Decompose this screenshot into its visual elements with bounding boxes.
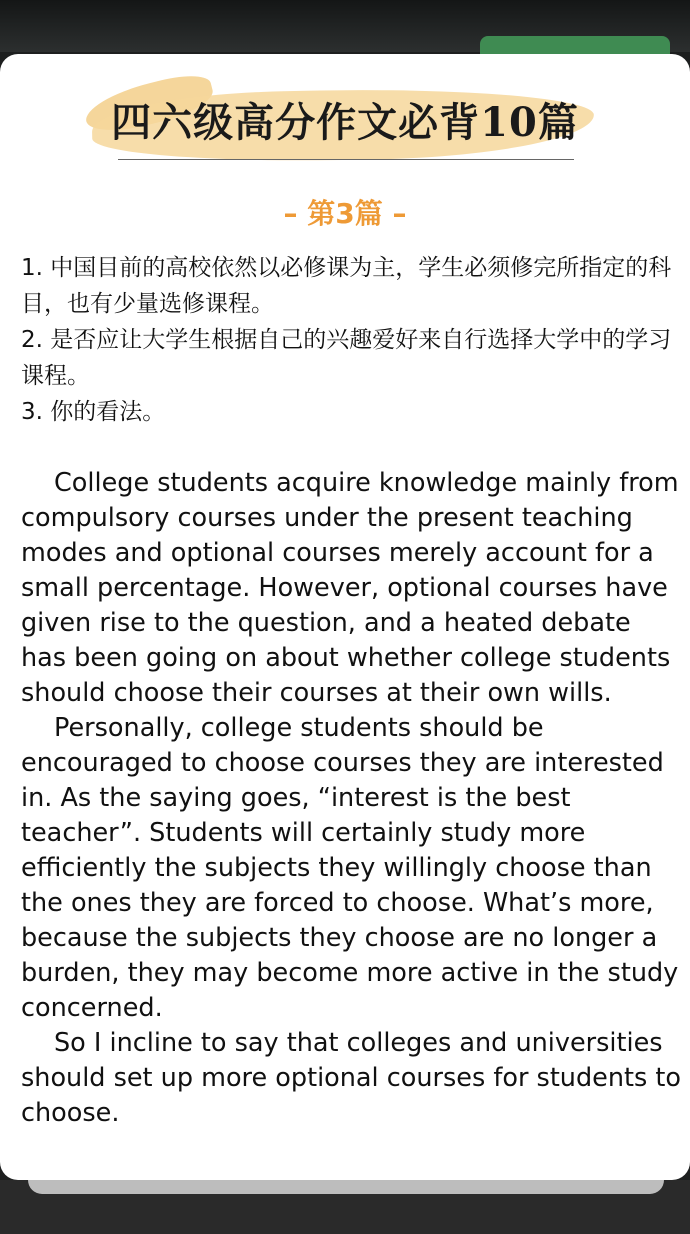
essay-paragraph: Personally, college students should be encouraged to choose courses they are interested in. As the saying goes, “interest is the best teacher”. Students will certainly study more efficiently the subjects they willingly choose than the ones they are forced to choose. What’s more, because the subjects they choose are no longer a burden, they may become more active in the study concerned. [21,713,679,1023]
essay-content [21,250,681,1131]
requirement-item: 1. 中国目前的高校依然以必修课为主，学生必须修完所指定的科目，也有少量选修课程。 [21,255,672,317]
essay-paragraph: College students acquire knowledge mainly from compulsory courses under the present teaching modes and optional courses merely account for a small percentage. However, optional courses have given rise to the question, and a heated debate has been going on about whether college students should choose their courses at their own wills. [21,468,679,708]
requirement-item: 2. 是否应让大学生根据自己的兴趣爱好来自行选择大学中的学习课程。 [21,327,672,389]
section-heading: – 第3篇 – [283,197,407,230]
requirement-item: 3. 你的看法。 [21,399,166,425]
title-divider [118,159,574,160]
essay-paragraph: So I incline to say that colleges and universities should set up more optional courses for students to choose. [21,1028,681,1128]
page-title: 四六级高分作文必背10篇 [111,99,579,146]
essay-card [0,54,690,1180]
spacer [21,430,681,466]
